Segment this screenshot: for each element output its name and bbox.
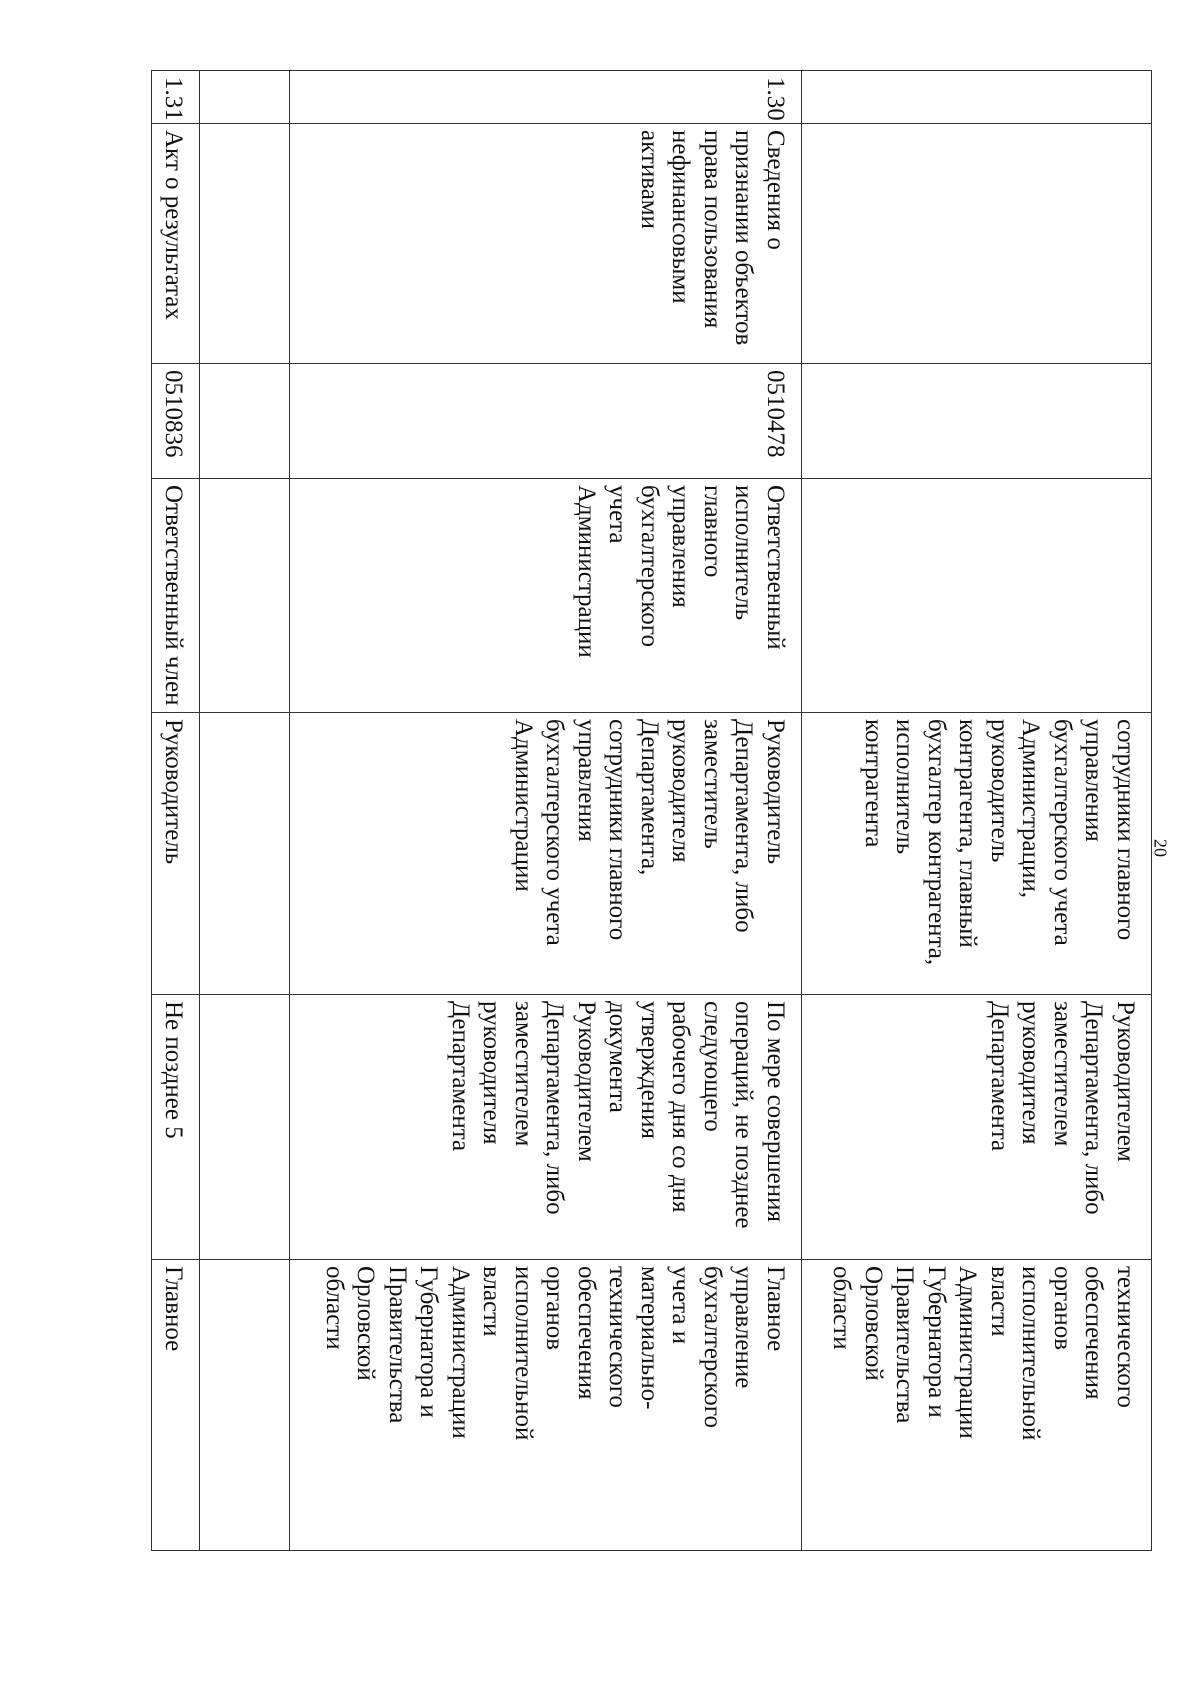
form-code (200, 364, 290, 479)
recipient: технического обеспечения органов исполнительной власти Администрации Губернатора и Правительства Орловской области (802, 1260, 1152, 1551)
page-number: 20 (1150, 839, 1171, 857)
row-number: 1.31 (152, 71, 200, 124)
recipient: Главное управление бухгалтерского учета и материально- технического обеспечения органов исполнительной власти Администрации Губернатора и Правительства Орловской области (290, 1260, 802, 1551)
form-code (802, 364, 1152, 479)
signatories: сотрудники главного управления бухгалтерского учета Администрации, руководитель контрагента, главный бухгалтер контрагента, исполнитель контрагента (802, 713, 1152, 995)
responsible-person (802, 479, 1152, 713)
table-row (290, 71, 802, 1551)
responsible-person: Ответственный исполнитель главного управления бухгалтерского учета Администрации (290, 479, 802, 713)
table-row (152, 71, 200, 1551)
recipient (200, 1260, 290, 1551)
document-name (802, 124, 1152, 364)
document-name (200, 124, 290, 364)
table-row (200, 71, 290, 1551)
recipient: Главное (152, 1260, 200, 1551)
table-row (802, 71, 1152, 1551)
signatories: Руководитель (152, 713, 200, 995)
rotated-page-content (152, 70, 1152, 1550)
deadline: Руководителем Департамента, либо заместителем руководителя Департамента (802, 995, 1152, 1260)
document-name: Акт о результатах (152, 124, 200, 364)
form-code: 0510478 (290, 364, 802, 479)
signatories: Руководитель Департамента, либо заместитель руководителя Департамента, сотрудники главного управления бухгалтерского учета Администрации (290, 713, 802, 995)
responsible-person: Ответственный член (152, 479, 200, 713)
document-table (151, 70, 1152, 1551)
responsible-person (200, 479, 290, 713)
form-code: 0510836 (152, 364, 200, 479)
deadline (200, 995, 290, 1260)
row-number (200, 71, 290, 124)
row-number: 1.30 (290, 71, 802, 124)
row-number (802, 71, 1152, 124)
deadline: Не позднее 5 (152, 995, 200, 1260)
signatories (200, 713, 290, 995)
deadline: По мере совершения операций, не позднее следующего рабочего дня со дня утверждения документа Руководителем Департамента, либо заместителем руководителя Департамента (290, 995, 802, 1260)
document-name: Сведения о признании объектов права пользования нефинансовыми активами (290, 124, 802, 364)
